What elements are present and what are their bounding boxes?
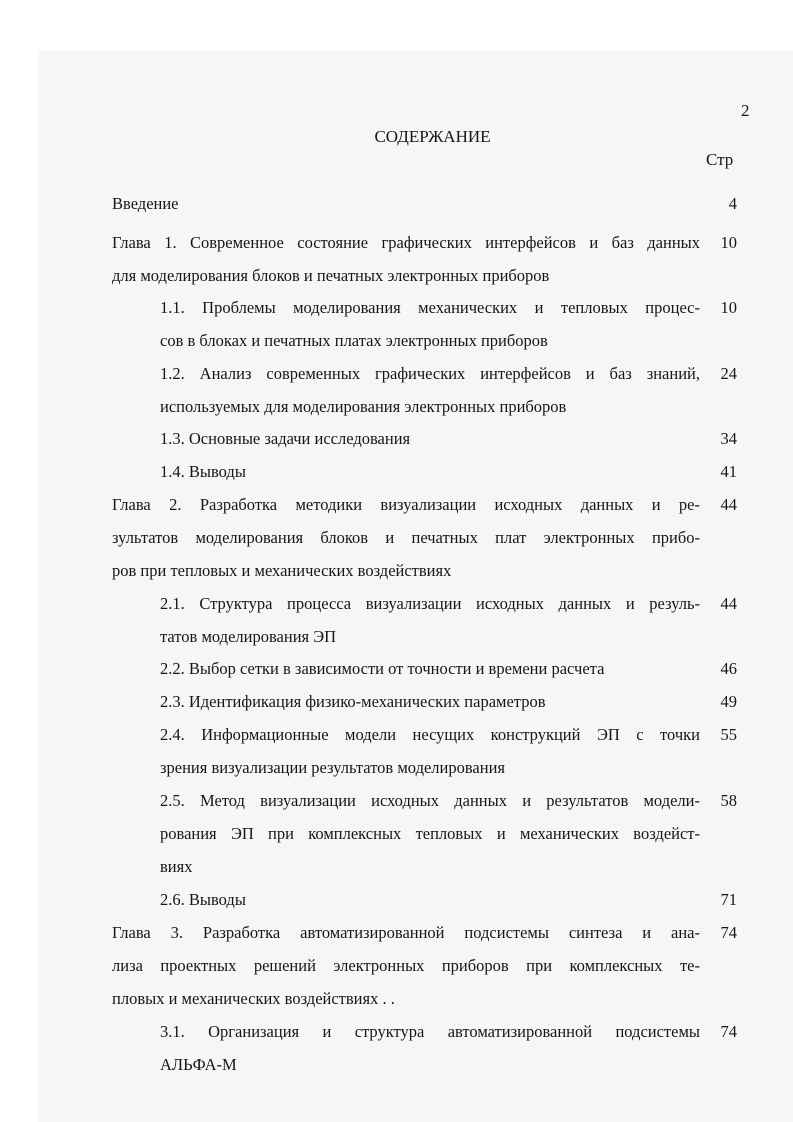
toc-entry-line: 1.1. Проблемы моделирования механических и тепловых процес- <box>160 298 700 317</box>
toc-entry-page: 4 <box>728 194 737 213</box>
toc-entry-section-1-1 <box>160 291 737 357</box>
toc-entry-page: 58 <box>720 791 737 810</box>
toc-entry-page: 10 <box>720 298 737 317</box>
toc-entry-section-1-3 <box>160 422 737 455</box>
toc-entry-section-2-6 <box>160 883 737 916</box>
toc-entry-section-1-4 <box>160 455 737 488</box>
toc-entry-line: Глава 3. Разработка автоматизированной подсистемы синтеза и ана- <box>112 923 700 942</box>
toc-entry-line: АЛЬФА-М <box>160 1055 237 1074</box>
toc-entry-line: пловых и механических воздействиях . . <box>112 989 395 1008</box>
toc-entry-line: Введение <box>112 194 179 213</box>
toc-entry-line: 2.5. Метод визуализации исходных данных и результатов модели- <box>160 791 700 810</box>
contents-title: СОДЕРЖАНИЕ <box>374 127 491 146</box>
toc-entry-page: 44 <box>720 495 737 514</box>
toc-entry-line: ров при тепловых и механических воздействиях <box>112 561 452 580</box>
toc-entry-page: 10 <box>720 233 737 252</box>
toc-entry-line: 1.2. Анализ современных графических интерфейсов и баз знаний, <box>160 364 700 383</box>
toc-entry-line: виях <box>160 857 193 876</box>
toc-entry-page: 49 <box>720 692 737 711</box>
toc-entry-section-2-2 <box>160 652 737 685</box>
toc-entry-introduction <box>112 187 737 220</box>
toc-entry-line: зрения визуализации результатов моделирования <box>160 758 505 777</box>
toc-entry-line: 1.3. Основные задачи исследования <box>160 429 411 448</box>
toc-entry-line: 2.6. Выводы <box>160 890 246 909</box>
toc-entry-section-1-2 <box>160 357 737 423</box>
toc-entry-page: 55 <box>720 725 737 744</box>
toc-entry-page: 74 <box>720 1022 737 1041</box>
toc-entry-page: 34 <box>720 429 737 448</box>
toc-entry-section-2-3 <box>160 685 737 718</box>
toc-entry-line: лиза проектных решений электронных приборов при комплексных те- <box>112 956 700 975</box>
toc-entry-page: 41 <box>720 462 737 481</box>
toc-entry-page: 71 <box>720 890 737 909</box>
toc-entry-page: 24 <box>720 364 737 383</box>
toc-entry-section-3-1 <box>160 1015 737 1081</box>
toc-entry-line: 2.1. Структура процесса визуализации исходных данных и резуль- <box>160 594 700 613</box>
toc-entry-line: Глава 1. Современное состояние графических интерфейсов и баз данных <box>112 233 700 252</box>
toc-entry-line: 1.4. Выводы <box>160 462 246 481</box>
toc-entry-line: 2.4. Информационные модели несущих конструкций ЭП с точки <box>160 725 700 744</box>
toc-entry-section-2-1 <box>160 587 737 653</box>
toc-entry-section-2-5 <box>160 784 737 883</box>
toc-entry-line: 3.1. Организация и структура автоматизированной подсистемы <box>160 1022 700 1041</box>
toc-entry-chapter-3 <box>112 916 737 1015</box>
toc-entry-line: 2.2. Выбор сетки в зависимости от точности и времени расчета <box>160 659 605 678</box>
toc-entry-page: 44 <box>720 594 737 613</box>
toc-entry-line: зультатов моделирования блоков и печатных плат электронных прибо- <box>112 528 700 547</box>
toc-entry-line: Глава 2. Разработка методики визуализации исходных данных и ре- <box>112 495 700 514</box>
page-number: 2 <box>741 101 750 120</box>
toc-entry-chapter-2 <box>112 488 737 587</box>
toc-entry-line: используемых для моделирования электронных приборов <box>160 397 567 416</box>
toc-entry-line: для моделирования блоков и печатных электронных приборов <box>112 266 550 285</box>
toc-entry-page: 74 <box>720 923 737 942</box>
toc-entry-line: рования ЭП при комплексных тепловых и механических воздейст- <box>160 824 700 843</box>
toc-entry-page: 46 <box>720 659 737 678</box>
toc-entry-chapter-1 <box>112 226 737 292</box>
toc-entry-line: татов моделирования ЭП <box>160 627 337 646</box>
page-column-header: Стр <box>706 150 734 169</box>
toc-entry-section-2-4 <box>160 718 737 784</box>
toc-entry-line: сов в блоках и печатных платах электронных приборов <box>160 331 548 350</box>
toc-entry-line: 2.3. Идентификация физико-механических параметров <box>160 692 546 711</box>
